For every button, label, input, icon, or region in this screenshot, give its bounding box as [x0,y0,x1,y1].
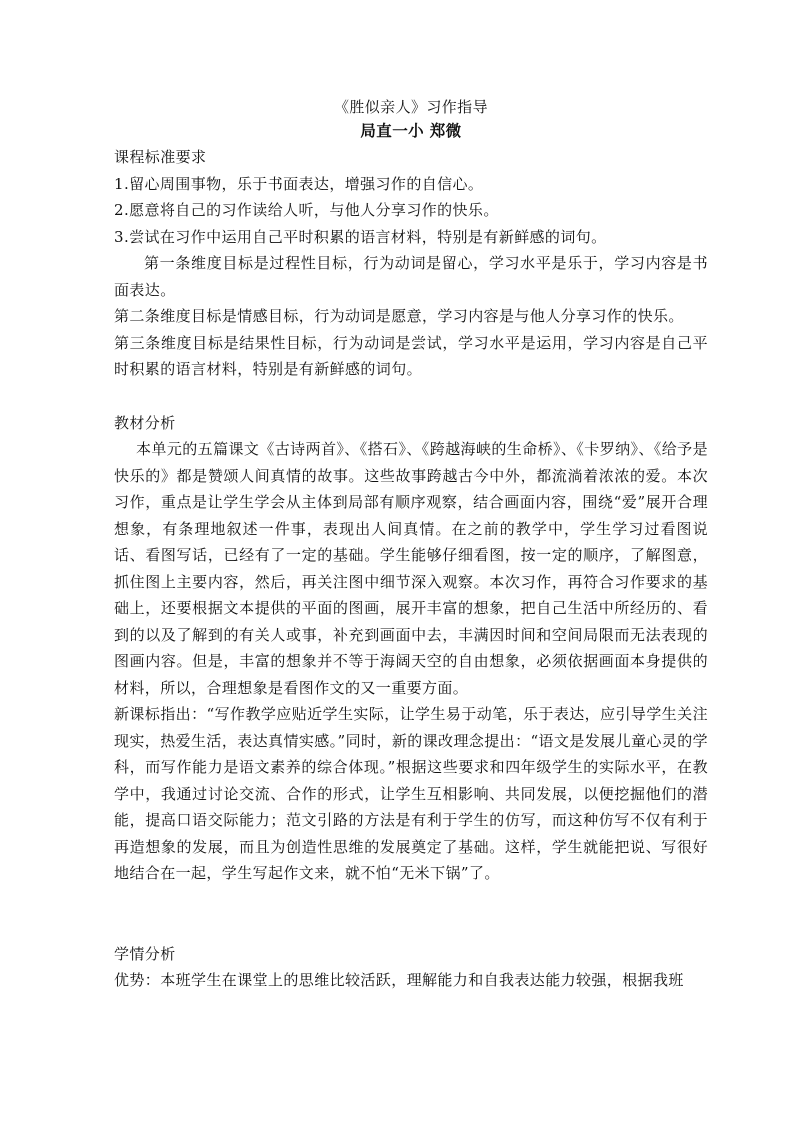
curriculum-analysis-2: 第二条维度目标是情感目标，行为动词是愿意，学习内容是与他人分享习作的快乐。 [114,307,684,325]
textbook-paragraph-2: 新课标指出：“写作教学应贴近学生实际，让学生易于动笔，乐于表达，应引导学生关注现实，热爱生活，表达真情实感。”同时，新的课改理念提出：“语文是发展儿童心灵的学科，而写作能力是语文素养的综合体现。”根据这些要求和四年级学生的实际水平，在教学中，我通过讨论交流、合作的形式，让学生互相影响、共同发展，以便挖掘他们的潜能，提高口语交际能力；范文引路的方法是有利于学生的仿写，而这种仿写不仅有利于再造想象的发展，而且为创造性思维的发展奠定了基础。这样，学生就能把说、写很好地结合在一起，学生写起作文来，就不怕“无米下锅”了。 [114,705,708,882]
students-paragraph-1: 优势：本班学生在课堂上的思维比较活跃，理解能力和自我表达能力较强，根据我班 [114,971,684,989]
section-gap [114,383,708,410]
document-title: 《胜似亲人》习作指导 [333,98,488,116]
curriculum-item-3: 3.尝试在习作中运用自己平时积累的语言材料，特别是有新鲜感的词句。 [114,227,607,246]
students-heading: 学情分析 [114,944,176,963]
curriculum-analysis-1: 第一条维度目标是过程性目标，行为动词是留心，学习水平是乐于，学习内容是书面表达。 [114,254,708,299]
section-gap [114,887,708,941]
document-author: 局直一小 郑微 [360,121,462,140]
textbook-paragraph-1: 本单元的五篇课文《古诗两首》、《搭石》、《跨越海峡的生命桥》、《卡罗纳》、《给予是快乐的》都是赞颂人间真情的故事。这些故事跨越古今中外，都流淌着浓浓的爱。本次习作，重点是让学生学会从主体到局部有顺序观察，结合画面内容，围绕“爱”展开合理想象，有条理地叙述一件事，表现出人间真情。在之前的教学中，学生学习过看图说话、看图写话，已经有了一定的基础。学生能够仔细看图，按一定的顺序，了解图意，抓住图上主要内容，然后，再关注图中细节深入观察。本次习作，再符合习作要求的基础上，还要根据文本提供的平面的图画，展开丰富的想象，把自己生活中所经历的、看到的以及了解到的有关人或事，补充到画面中去，丰满因时间和空间局限而无法表现的图画内容。但是，丰富的想象并不等于海阔天空的自由想象，必须依据画面本身提供的材料，所以，合理想象是看图作文的又一重要方面。 [114,440,708,697]
curriculum-item-2: 2.愿意将自己的习作读给人听，与他人分享习作的快乐。 [114,201,499,219]
curriculum-analysis-3: 第三条维度目标是结果性目标，行为动词是尝试，学习水平是运用，学习内容是自己平时积累的语言材料，特别是有新鲜感的词句。 [114,333,708,378]
document-page [114,96,708,994]
curriculum-item-1: 1.留心周围事物，乐于书面表达，增强习作的自信心。 [114,174,484,193]
textbook-heading: 教材分析 [114,413,176,432]
curriculum-heading: 课程标准要求 [114,148,207,166]
